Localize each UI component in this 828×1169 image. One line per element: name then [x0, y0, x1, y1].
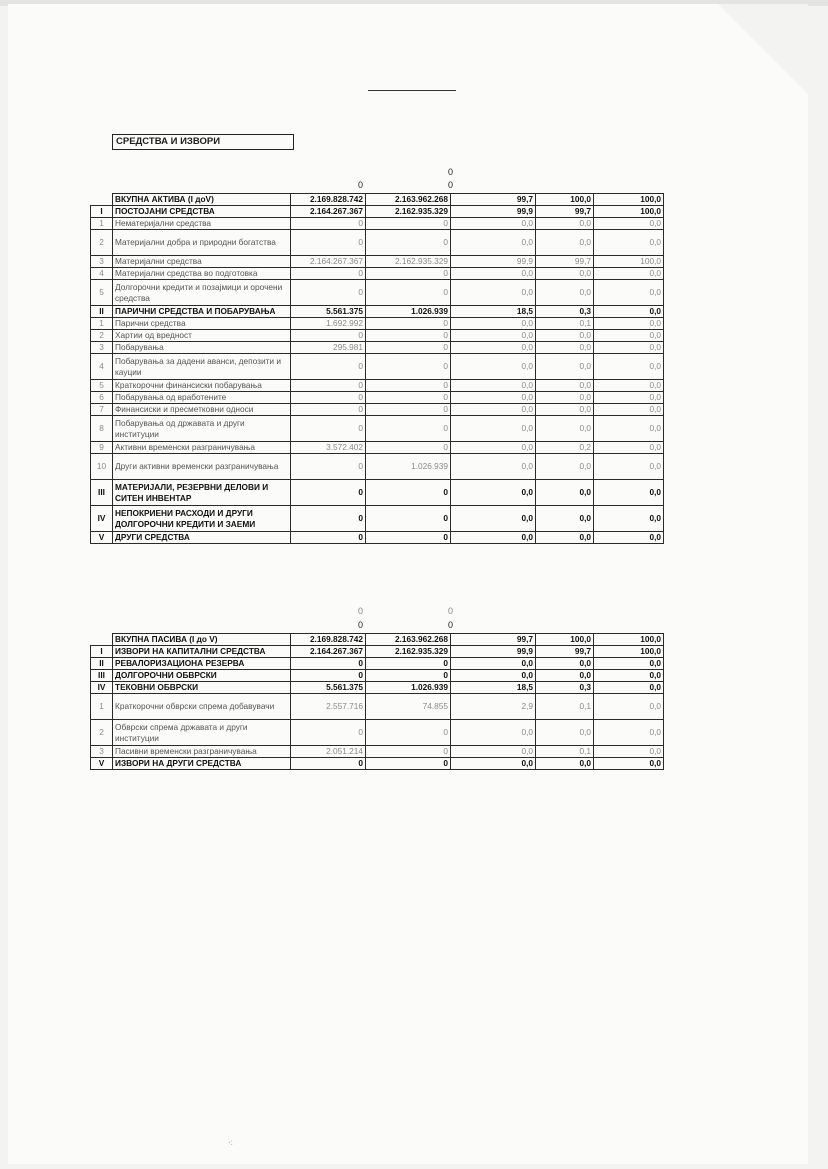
table-row — [91, 532, 664, 544]
table-row — [91, 306, 664, 318]
value-col5: 0,0 — [594, 746, 664, 758]
value-col4: 0,0 — [536, 404, 594, 416]
value-col1: 0 — [291, 268, 366, 280]
value-col5: 0,0 — [594, 218, 664, 230]
row-label: Активни временски разграничувања — [113, 442, 291, 454]
value-col4: 99,7 — [536, 646, 594, 658]
value-col5: 0,0 — [594, 658, 664, 670]
value-col3: 0,0 — [451, 218, 536, 230]
value-col5: 100,0 — [594, 194, 664, 206]
row-number: 1 — [91, 218, 113, 230]
value-col5: 0,0 — [594, 280, 664, 306]
value-col4: 0,0 — [536, 670, 594, 682]
value-col1: 2.557.716 — [291, 694, 366, 720]
value-col2: 2.162.935.329 — [366, 646, 451, 658]
value-col3: 0,0 — [451, 658, 536, 670]
value-col5: 0,0 — [594, 506, 664, 532]
value-col5: 0,0 — [594, 416, 664, 442]
value-col1: 0 — [291, 658, 366, 670]
value-col3: 0,0 — [451, 746, 536, 758]
value-col2: 0 — [366, 480, 451, 506]
row-label: Хартии од вредност — [113, 330, 291, 342]
value-col2: 0 — [366, 658, 451, 670]
value-col2: 0 — [366, 318, 451, 330]
value-col2: 0 — [366, 354, 451, 380]
value-col5: 0,0 — [594, 670, 664, 682]
row-number: 4 — [91, 354, 113, 380]
value-col3: 0,0 — [451, 354, 536, 380]
table-row — [91, 404, 664, 416]
row-label: Побарувања од државата и други институции — [113, 416, 291, 442]
row-number: II — [91, 658, 113, 670]
value-col1: 0 — [291, 720, 366, 746]
row-number: 3 — [91, 342, 113, 354]
value-col4: 0,3 — [536, 682, 594, 694]
table-row — [91, 318, 664, 330]
row-number: 3 — [91, 256, 113, 268]
row-label: Нематеријални средства — [113, 218, 291, 230]
row-number: I — [91, 646, 113, 658]
value-col3: 2,9 — [451, 694, 536, 720]
row-label: РЕВАЛОРИЗАЦИОНА РЕЗЕРВА — [113, 658, 291, 670]
value-col1: 5.561.375 — [291, 682, 366, 694]
row-number: I — [91, 206, 113, 218]
section-title: СРЕДСТВА И ИЗВОРИ — [112, 134, 294, 150]
row-label: ТЕКОВНИ ОБВРСКИ — [113, 682, 291, 694]
value-col3: 0,0 — [451, 392, 536, 404]
value-col1: 295.981 — [291, 342, 366, 354]
value-col5: 0,0 — [594, 454, 664, 480]
assets-table — [90, 193, 664, 544]
row-label: Материјални средства — [113, 256, 291, 268]
value-col1: 0 — [291, 506, 366, 532]
value-col4: 0,0 — [536, 392, 594, 404]
value-col4: 0,0 — [536, 758, 594, 770]
table-row — [91, 746, 664, 758]
row-label: ИЗВОРИ НА КАПИТАЛНИ СРЕДСТВА — [113, 646, 291, 658]
row-label: Краткорочни обврски спрема добавувачи — [113, 694, 291, 720]
value-col1: 2.051.214 — [291, 746, 366, 758]
value-col4: 0,0 — [536, 354, 594, 380]
value-col3: 0,0 — [451, 318, 536, 330]
value-col3: 18,5 — [451, 682, 536, 694]
value-col2: 0 — [366, 720, 451, 746]
row-label: Финансиски и пресметковни односи — [113, 404, 291, 416]
value-col5: 0,0 — [594, 330, 664, 342]
row-number: 3 — [91, 746, 113, 758]
row-label: Пасивни временски разграничувања — [113, 746, 291, 758]
value-col2: 1.026.939 — [366, 682, 451, 694]
table-row — [91, 206, 664, 218]
row-number: 5 — [91, 380, 113, 392]
row-number: 7 — [91, 404, 113, 416]
value-col2: 74.855 — [366, 694, 451, 720]
value-col2: 0 — [366, 532, 451, 544]
value-col3: 99,9 — [451, 646, 536, 658]
value-col3: 99,7 — [451, 194, 536, 206]
header-rule — [368, 90, 456, 91]
header-zero-right: 0 — [447, 180, 453, 190]
value-col5: 100,0 — [594, 646, 664, 658]
table-row — [91, 342, 664, 354]
value-col5: 0,0 — [594, 354, 664, 380]
row-number: 9 — [91, 442, 113, 454]
row-label: ИЗВОРИ НА ДРУГИ СРЕДСТВА — [113, 758, 291, 770]
value-col2: 0 — [366, 746, 451, 758]
value-col2: 2.162.935.329 — [366, 256, 451, 268]
value-col1: 2.169.828.742 — [291, 634, 366, 646]
value-col5: 0,0 — [594, 404, 664, 416]
value-col2: 0 — [366, 280, 451, 306]
value-col5: 100,0 — [594, 206, 664, 218]
value-col4: 0,0 — [536, 480, 594, 506]
value-col5: 0,0 — [594, 318, 664, 330]
row-label: ВКУПНА ПАСИВА (I до V) — [113, 634, 291, 646]
value-col4: 0,0 — [536, 658, 594, 670]
value-col5: 0,0 — [594, 480, 664, 506]
value-col2: 0 — [366, 342, 451, 354]
value-col1: 0 — [291, 354, 366, 380]
value-col4: 99,7 — [536, 256, 594, 268]
row-label: Побарувања од вработените — [113, 392, 291, 404]
row-number: 4 — [91, 268, 113, 280]
mid-zero-4: 0 — [447, 620, 453, 630]
value-col5: 0,0 — [594, 268, 664, 280]
value-col3: 0,0 — [451, 532, 536, 544]
value-col5: 0,0 — [594, 380, 664, 392]
value-col4: 0,0 — [536, 342, 594, 354]
value-col3: 0,0 — [451, 454, 536, 480]
row-label: Долгорочни кредити и позајмици и орочени средства — [113, 280, 291, 306]
value-col4: 0,0 — [536, 720, 594, 746]
row-label: ДОЛГОРОЧНИ ОБВРСКИ — [113, 670, 291, 682]
row-label: МАТЕРИЈАЛИ, РЕЗЕРВНИ ДЕЛОВИ И СИТЕН ИНВЕНТАР — [113, 480, 291, 506]
value-col3: 0,0 — [451, 230, 536, 256]
value-col4: 0,0 — [536, 230, 594, 256]
row-label: Материјални средства во подготовка — [113, 268, 291, 280]
table-row — [91, 392, 664, 404]
value-col2: 0 — [366, 416, 451, 442]
table-row — [91, 646, 664, 658]
value-col4: 99,7 — [536, 206, 594, 218]
row-label: НЕПОКРИЕНИ РАСХОДИ И ДРУГИ ДОЛГОРОЧНИ КРЕДИТИ И ЗАЕМИ — [113, 506, 291, 532]
value-col2: 0 — [366, 670, 451, 682]
value-col1: 2.164.267.367 — [291, 256, 366, 268]
value-col1: 2.164.267.367 — [291, 646, 366, 658]
value-col5: 0,0 — [594, 758, 664, 770]
value-col4: 0,2 — [536, 442, 594, 454]
value-col1: 0 — [291, 670, 366, 682]
value-col3: 0,0 — [451, 404, 536, 416]
value-col2: 0 — [366, 758, 451, 770]
value-col2: 2.162.935.329 — [366, 206, 451, 218]
value-col1: 5.561.375 — [291, 306, 366, 318]
row-number: III — [91, 480, 113, 506]
value-col4: 0,0 — [536, 454, 594, 480]
table-row — [91, 442, 664, 454]
liabilities-table — [90, 633, 664, 770]
row-label: Материјални добра и природни богатства — [113, 230, 291, 256]
table-row — [91, 380, 664, 392]
value-col4: 0,0 — [536, 416, 594, 442]
value-col3: 0,0 — [451, 268, 536, 280]
value-col3: 0,0 — [451, 480, 536, 506]
row-label: Побарувања — [113, 342, 291, 354]
value-col4: 0,0 — [536, 532, 594, 544]
value-col3: 18,5 — [451, 306, 536, 318]
table-row — [91, 268, 664, 280]
row-number: IV — [91, 682, 113, 694]
value-col3: 0,0 — [451, 380, 536, 392]
table-row — [91, 454, 664, 480]
row-label: Краткорочни финансиски побарувања — [113, 380, 291, 392]
value-col5: 0,0 — [594, 720, 664, 746]
value-col4: 100,0 — [536, 634, 594, 646]
row-label: Парични средства — [113, 318, 291, 330]
header-zero-left: 0 — [357, 180, 363, 190]
value-col4: 0,0 — [536, 268, 594, 280]
value-col5: 0,0 — [594, 392, 664, 404]
scan-speck: ·: — [228, 1138, 233, 1147]
value-col2: 2.163.962.268 — [366, 194, 451, 206]
value-col3: 0,0 — [451, 442, 536, 454]
row-label: Обврски спрема државата и други институции — [113, 720, 291, 746]
row-label: ПОСТОЈАНИ СРЕДСТВА — [113, 206, 291, 218]
value-col1: 0 — [291, 380, 366, 392]
row-number: 10 — [91, 454, 113, 480]
value-col1: 0 — [291, 330, 366, 342]
row-label: ПАРИЧНИ СРЕДСТВА И ПОБАРУВАЊА — [113, 306, 291, 318]
table-row — [91, 330, 664, 342]
table-row — [91, 758, 664, 770]
value-col2: 0 — [366, 404, 451, 416]
value-col1: 2.169.828.742 — [291, 194, 366, 206]
value-col1: 0 — [291, 280, 366, 306]
value-col2: 0 — [366, 230, 451, 256]
row-label: Други активни временски разграничувања — [113, 454, 291, 480]
value-col5: 0,0 — [594, 682, 664, 694]
value-col1: 0 — [291, 416, 366, 442]
value-col1: 0 — [291, 758, 366, 770]
value-col4: 0,0 — [536, 330, 594, 342]
value-col4: 0,0 — [536, 506, 594, 532]
document-page — [8, 4, 808, 1164]
value-col1: 0 — [291, 454, 366, 480]
value-col1: 0 — [291, 218, 366, 230]
value-col4: 0,0 — [536, 280, 594, 306]
value-col2: 0 — [366, 268, 451, 280]
value-col5: 0,0 — [594, 532, 664, 544]
value-col3: 0,0 — [451, 758, 536, 770]
value-col5: 0,0 — [594, 230, 664, 256]
value-col1: 0 — [291, 392, 366, 404]
table-row — [91, 218, 664, 230]
row-number — [91, 194, 113, 206]
value-col2: 0 — [366, 506, 451, 532]
table-row — [91, 634, 664, 646]
value-col5: 0,0 — [594, 306, 664, 318]
row-number: 6 — [91, 392, 113, 404]
value-col4: 0,3 — [536, 306, 594, 318]
table-row — [91, 506, 664, 532]
table-row — [91, 416, 664, 442]
value-col3: 0,0 — [451, 330, 536, 342]
row-label: Побарувања за дадени аванси, депозити и кауции — [113, 354, 291, 380]
mid-zero-3: 0 — [357, 620, 363, 630]
table-row — [91, 658, 664, 670]
value-col3: 0,0 — [451, 280, 536, 306]
value-col2: 1.026.939 — [366, 306, 451, 318]
table-row — [91, 230, 664, 256]
table-row — [91, 194, 664, 206]
row-number: IV — [91, 506, 113, 532]
value-col1: 0 — [291, 480, 366, 506]
value-col3: 0,0 — [451, 342, 536, 354]
value-col2: 0 — [366, 442, 451, 454]
header-zero-top: 0 — [447, 167, 453, 177]
value-col3: 0,0 — [451, 670, 536, 682]
value-col1: 1.692.992 — [291, 318, 366, 330]
row-number: 2 — [91, 330, 113, 342]
value-col2: 0 — [366, 380, 451, 392]
row-label: ДРУГИ СРЕДСТВА — [113, 532, 291, 544]
value-col5: 100,0 — [594, 634, 664, 646]
value-col2: 0 — [366, 330, 451, 342]
table-row — [91, 280, 664, 306]
value-col1: 0 — [291, 230, 366, 256]
value-col5: 0,0 — [594, 694, 664, 720]
table-row — [91, 694, 664, 720]
value-col5: 0,0 — [594, 442, 664, 454]
row-number: V — [91, 758, 113, 770]
row-number — [91, 634, 113, 646]
row-number: V — [91, 532, 113, 544]
value-col5: 0,0 — [594, 342, 664, 354]
value-col4: 0,0 — [536, 380, 594, 392]
row-number: 8 — [91, 416, 113, 442]
value-col1: 0 — [291, 404, 366, 416]
value-col2: 1.026.939 — [366, 454, 451, 480]
row-number: III — [91, 670, 113, 682]
value-col4: 0,1 — [536, 318, 594, 330]
row-number: 2 — [91, 230, 113, 256]
row-number: II — [91, 306, 113, 318]
row-number: 1 — [91, 694, 113, 720]
table-row — [91, 682, 664, 694]
value-col3: 99,9 — [451, 206, 536, 218]
value-col4: 0,1 — [536, 694, 594, 720]
value-col4: 0,1 — [536, 746, 594, 758]
value-col3: 0,0 — [451, 720, 536, 746]
mid-zero-1: 0 — [357, 606, 363, 616]
row-number: 5 — [91, 280, 113, 306]
page-fold — [718, 4, 808, 94]
value-col3: 0,0 — [451, 416, 536, 442]
value-col4: 0,0 — [536, 218, 594, 230]
table-row — [91, 256, 664, 268]
table-row — [91, 670, 664, 682]
value-col3: 0,0 — [451, 506, 536, 532]
value-col2: 2.163.962.268 — [366, 634, 451, 646]
value-col1: 0 — [291, 532, 366, 544]
row-label: ВКУПНА АКТИВА (I доV) — [113, 194, 291, 206]
value-col1: 2.164.267.367 — [291, 206, 366, 218]
value-col4: 100,0 — [536, 194, 594, 206]
value-col3: 99,7 — [451, 634, 536, 646]
table-row — [91, 480, 664, 506]
mid-zero-2: 0 — [447, 606, 453, 616]
value-col2: 0 — [366, 392, 451, 404]
row-number: 1 — [91, 318, 113, 330]
value-col2: 0 — [366, 218, 451, 230]
row-number: 2 — [91, 720, 113, 746]
value-col3: 99,9 — [451, 256, 536, 268]
table-row — [91, 354, 664, 380]
value-col1: 3.572.402 — [291, 442, 366, 454]
value-col5: 100,0 — [594, 256, 664, 268]
table-row — [91, 720, 664, 746]
